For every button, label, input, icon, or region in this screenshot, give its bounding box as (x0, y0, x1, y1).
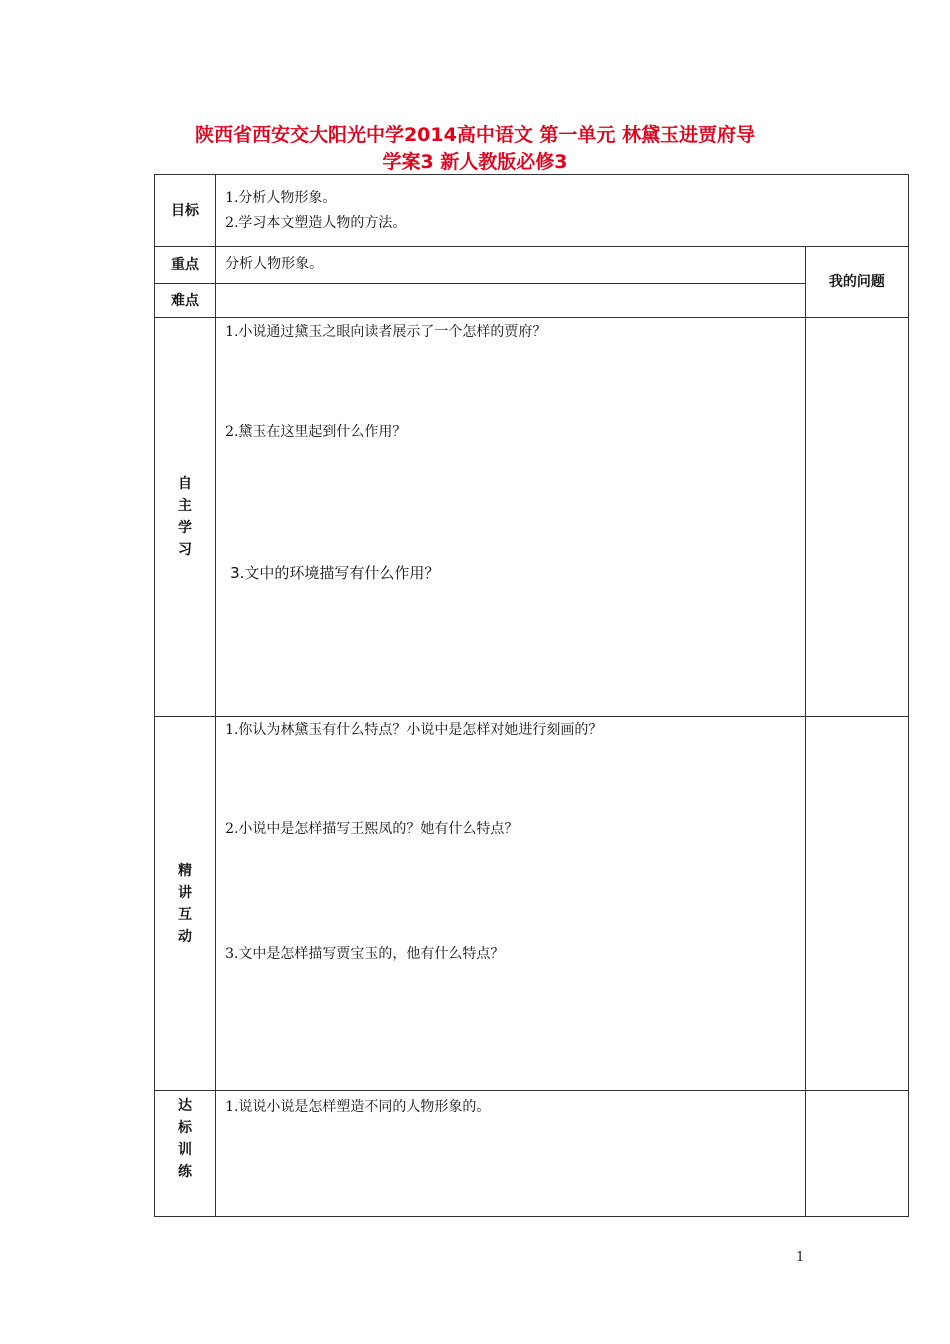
interaction-char-3: 互 (178, 906, 193, 923)
self-study-content (216, 318, 806, 717)
self-study-char-4: 习 (178, 542, 193, 558)
self-study-char-1: 自 (178, 476, 193, 492)
training-char-2: 标 (178, 1120, 193, 1136)
interaction-content (216, 717, 806, 1091)
goal-label: 目标 (155, 175, 216, 247)
self-study-my-questions[interactable] (805, 318, 908, 717)
key-point-text: 分析人物形象。 (225, 256, 324, 272)
training-char-3: 训 (178, 1142, 193, 1158)
title-line-1: 陕西省西安交大阳光中学2014高中语文 第一单元 林黛玉进贾府导 (194, 124, 756, 146)
training-label (155, 1091, 216, 1217)
goal-content (216, 175, 909, 247)
training-my-questions[interactable] (805, 1091, 908, 1217)
self-study-char-2: 主 (178, 498, 193, 514)
key-point-row (155, 247, 909, 284)
self-study-row (155, 318, 909, 717)
training-content (216, 1091, 806, 1217)
goal-item-1: 1.分析人物形象。 (225, 190, 337, 206)
training-row (155, 1091, 909, 1217)
difficulty-label: 难点 (155, 284, 216, 318)
document-title (120, 122, 830, 176)
page-number: 1 (796, 1250, 805, 1265)
key-point-label: 重点 (155, 247, 216, 284)
difficulty-row (155, 284, 909, 318)
interaction-my-questions[interactable] (805, 717, 908, 1091)
interaction-row (155, 717, 909, 1091)
training-char-1: 达 (178, 1098, 193, 1114)
interaction-char-1: 精 (178, 862, 193, 879)
self-study-char-3: 学 (178, 520, 193, 536)
worksheet-table (154, 174, 909, 1217)
training-question-1: 1.说说小说是怎样塑造不同的人物形象的。 (225, 1099, 491, 1115)
self-study-question-2: 2.黛玉在这里起到什么作用？ (225, 424, 407, 440)
interaction-question-1: 1.你认为林黛玉有什么特点？小说中是怎样对她进行刻画的？ (225, 722, 603, 738)
interaction-char-4: 动 (178, 928, 193, 945)
training-char-4: 练 (178, 1164, 193, 1180)
interaction-label (155, 717, 216, 1091)
self-study-question-3: 3.文中的环境描写有什么作用？ (230, 564, 440, 582)
interaction-char-2: 讲 (178, 884, 193, 901)
key-point-content (216, 247, 806, 284)
goal-item-2: 2.学习本文塑造人物的方法。 (225, 215, 407, 231)
title-line-2: 学案3 新人教版必修3 (382, 151, 568, 173)
goal-row (155, 175, 909, 247)
difficulty-content (216, 284, 806, 318)
interaction-question-2: 2.小说中是怎样描写王熙凤的？她有什么特点？ (225, 821, 519, 837)
my-questions-header: 我的问题 (805, 247, 908, 318)
self-study-label (155, 318, 216, 717)
interaction-question-3: 3.文中是怎样描写贾宝玉的，他有什么特点？ (225, 946, 505, 962)
self-study-question-1: 1.小说通过黛玉之眼向读者展示了一个怎样的贾府？ (225, 324, 547, 340)
